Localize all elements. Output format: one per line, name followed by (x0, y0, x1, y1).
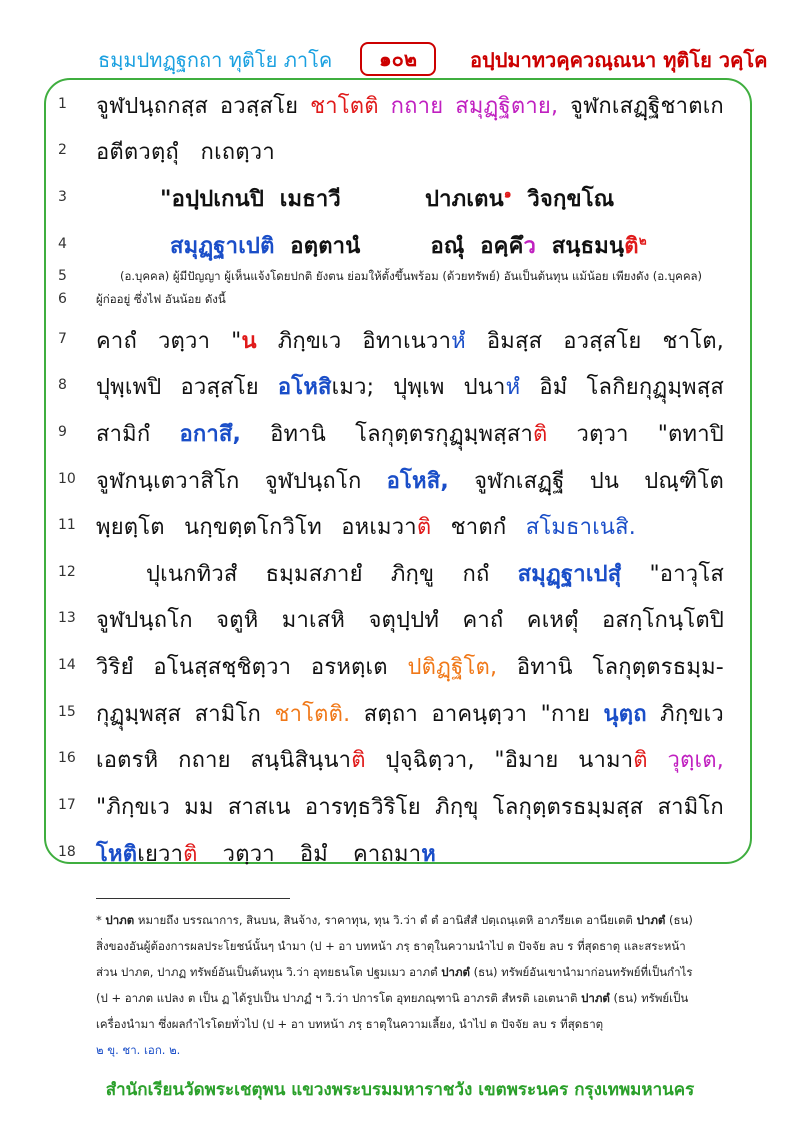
footnote-line (96, 990, 688, 1008)
chapter-title: อปฺปมาทวคฺควณฺณนา ทุติโย วคฺโค (470, 48, 768, 72)
word: อรหตฺเต (310, 655, 388, 680)
word: "อาวุโส (649, 562, 724, 587)
footnote-text: (ธน) (665, 913, 693, 927)
line-number: 8 (58, 377, 67, 393)
word: วิริยํ (96, 655, 134, 680)
word: สนฺธมนฺ (551, 234, 625, 259)
word: ภิกฺขเว (277, 329, 342, 354)
word: ติ (633, 748, 648, 773)
footnote-line: เครื่องนำมา ซึ่งผลกำไรโดยทั่วไป (ป + อา บทหน้า ภรฺ ธาตุในความเลี้ยง, นำไป ต ปัจจัย ลบ ร ที่สุดธาตุ (96, 1017, 604, 1031)
word: ห (421, 842, 436, 867)
word: ปาภเตน (424, 187, 504, 212)
line-number: 5 (58, 268, 67, 284)
word: สโมธาเนสิ. (525, 515, 636, 540)
word: ชาตกํ (450, 515, 507, 540)
word: อณุํ (430, 234, 465, 259)
term: ปาภตํ (636, 913, 666, 927)
word: ธมฺมสภายํ (265, 562, 363, 587)
line-number: 14 (58, 657, 76, 673)
text-line (96, 649, 724, 684)
word: สมุฏฺฐาเปติ (170, 234, 275, 259)
line-number: 9 (58, 424, 67, 440)
text-line (96, 323, 724, 358)
translation-line: ผู้ก่ออยู่ ซึ่งไฟ อันน้อย ดังนี้ (96, 292, 226, 306)
word: วตฺวา (157, 329, 211, 354)
word: โลกิยกุฏุมฺพสฺส (586, 375, 724, 400)
word: เอตรหิ (96, 748, 159, 773)
word: มาเสหิ (281, 608, 346, 633)
word: โลกุตฺตรธมฺม- (592, 655, 724, 680)
word: จูฬปนฺถโก (96, 608, 193, 633)
text-line (96, 602, 724, 637)
word: กุฏุมฺพสฺส (96, 702, 182, 727)
footnote-line: สิ่งของอันผู้ต้องการผลประโยชน์นั้นๆ นำมา (ป + อา บทหน้า ภรฺ ธาตุในความนำไป ต ปัจจัย ลบ ร ที่สุดธาตุ และสระหน้า (96, 939, 686, 953)
word: จูฬปนฺถกสฺส (96, 94, 209, 119)
text-line (96, 509, 636, 544)
line-number: 2 (58, 142, 67, 158)
line-number: 3 (58, 189, 67, 205)
word: โลกุตฺตรกุฏุมฺพสฺสา (355, 422, 534, 447)
word: นกฺขตฺตโกวิโท (184, 515, 322, 540)
line-number: 7 (58, 331, 67, 347)
word: สนฺนิสินฺนา (250, 748, 352, 773)
line-number: 16 (58, 750, 76, 766)
word: ภิกฺขเว (660, 702, 724, 727)
word: ปุจฺฉิตฺวา, (385, 748, 475, 773)
word: ภิกฺขู (390, 562, 435, 587)
word: ภิกฺขุ (435, 795, 479, 820)
word: สามิกํ (96, 422, 151, 447)
word: อิมํ (299, 842, 328, 867)
word: พฺยตฺโต (96, 515, 165, 540)
word: ว (523, 234, 537, 259)
word: อิมํ (539, 375, 568, 400)
footnote-marker: * (96, 913, 106, 927)
word: จตุปฺปทํ (368, 608, 440, 633)
word: ชาโตติ (310, 94, 379, 119)
word: วุตฺเต, (667, 748, 724, 773)
word: เมว; (331, 375, 375, 400)
word: จูฬกเสฏฺฐิชาตเก (570, 94, 724, 119)
word: มม (184, 795, 214, 820)
line-number: 1 (58, 96, 67, 112)
text-line (96, 742, 724, 777)
word: กถาย (390, 94, 444, 119)
text-line (96, 789, 724, 824)
word: ชาโต, (662, 329, 724, 354)
word: กเถตฺวา (200, 140, 275, 165)
word: อสกฺโกนฺโตปิ (601, 608, 724, 633)
word: โลกุตฺตรธมฺมสฺส (492, 795, 644, 820)
footnote-text: (ธน) ทรัพย์เป็น (609, 991, 689, 1005)
word: อหเมวา (341, 515, 417, 540)
footnote-text: (ป + อาภต แปลง ต เป็น ฏ ได้รูปเป็น ปาภฏํ ฯ วิ.ว่า ปการโต อุทยภณฺฑานิ อาภรติ สํหรติ เอเตนาติ (96, 991, 582, 1005)
footnote-text: ส่วน ปาภต, ปาภฏ ทรัพย์อันเป็นต้นทุน วิ.ว่า อุทยธนโต ปฐมเมว อาภตํ (96, 965, 442, 979)
line-number: 4 (58, 236, 67, 252)
word: "อปฺปเกนปิ (160, 187, 265, 212)
word: ติ (416, 515, 432, 540)
word: ปนา (463, 375, 506, 400)
word: " (231, 329, 242, 354)
text-line (96, 369, 724, 404)
footnote-divider (96, 898, 290, 899)
word: น (241, 329, 257, 354)
text-line (96, 134, 724, 169)
text-line (146, 556, 724, 591)
word: ติ (351, 748, 366, 773)
line-number: 11 (58, 517, 76, 533)
word: "กาย (540, 702, 591, 727)
word: โหติ (96, 842, 138, 867)
footnote-text: (ธน) ทรัพย์อันเขานำมาก่อนทรัพย์ที่เป็นกำไร (470, 965, 693, 979)
word: ติ (183, 842, 198, 867)
word: นุตฺถ (603, 702, 647, 727)
line-number: 15 (58, 704, 76, 720)
word: ปุเนกทิวสํ (146, 562, 238, 587)
translation-line: (อ.บุคคล) ผู้มีปัญญา ผู้เห็นแจ้งโดยปกติ ยังตน ย่อมให้ตั้งขึ้นพร้อม (ด้วยทรัพย์) อันเป็นต้นทุน แม้น้อย เพียงดัง (อ.บุคคล) (120, 269, 703, 283)
line-number: 12 (58, 564, 76, 580)
word: จูฬปนฺถโก (264, 469, 362, 494)
word: อาคนฺตฺวา (431, 702, 528, 727)
word: ปติฏฺฐิโต, (407, 655, 498, 680)
word: เมธาวี (279, 187, 341, 212)
word: ปุพฺเพ (393, 375, 445, 400)
page-number: ๑๐๒ (360, 42, 436, 76)
word: คเหตุํ (526, 608, 579, 633)
word: อารทฺธวิริโย (304, 795, 421, 820)
word: สมุฏฺฐิตาย, (455, 94, 559, 119)
word: หํ (505, 375, 521, 400)
word: อคฺคึ (480, 234, 524, 259)
footnote-reference: ๒ ขุ. ชา. เอก. ๒. (96, 1043, 181, 1057)
word: อโหสิ, (386, 469, 449, 494)
word: กถาย (178, 748, 231, 773)
page-header (0, 42, 800, 82)
term: ปาภต (105, 913, 135, 927)
word: สาสเน (227, 795, 291, 820)
word: ติ (533, 422, 548, 447)
verse-line (170, 228, 700, 263)
word: เยวา (137, 842, 184, 867)
word: สามิโก (657, 795, 724, 820)
word: "อิมาย (494, 748, 559, 773)
word: อโหสิ (277, 375, 332, 400)
verse-line (160, 181, 700, 216)
word: นามา (578, 748, 634, 773)
text-line (96, 463, 724, 498)
word: คาถมา (353, 842, 422, 867)
footnote-line (96, 964, 693, 982)
word: ติ (624, 234, 639, 259)
word: คาถํ (462, 608, 504, 633)
line-number: 13 (58, 610, 76, 626)
footnote-line (96, 912, 693, 930)
line-number: 6 (58, 291, 67, 307)
word: อิทาเนวา (362, 329, 452, 354)
word: วิจกฺขโณ (527, 187, 615, 212)
line-number: 17 (58, 797, 76, 813)
term: ปาภตํ (581, 991, 610, 1005)
word: จูฬกนฺเตวาสิโก (96, 469, 240, 494)
word: สามิโก (194, 702, 262, 727)
word: อิมสฺส (486, 329, 543, 354)
footnote-text: หมายถึง บรรณาการ, สินบน, สินจ้าง, ราคาทุน, ทุน วิ.ว่า ตํ ตํ อานิสํสํ ปตฺเถนฺเตหิ อาภรียเต อานียเตติ (134, 913, 637, 927)
word: "ตทาปิ (657, 422, 724, 447)
word: อตีตวตฺถุํ (96, 140, 179, 165)
word: อกาสึ, (179, 422, 242, 447)
word: อตฺตานํ (290, 234, 361, 259)
word: กถํ (462, 562, 490, 587)
text-line (96, 88, 724, 123)
word: จูฬกเสฏฺฐี (474, 469, 565, 494)
word: ปณฺฑิโต (644, 469, 724, 494)
word: อิทานิ (516, 655, 573, 680)
word: "ภิกฺขเว (96, 795, 171, 820)
page-footer: สำนักเรียนวัดพระเชตุพน แขวงพระบรมมหาราชวัง เขตพระนคร กรุงเทพมหานคร (105, 1080, 695, 1100)
word: อวสฺสโย (563, 329, 642, 354)
footnote-marker: ๑ (503, 186, 512, 201)
word: อวสฺสโย (219, 94, 299, 119)
word: สมุฏฺฐาเปสุํ (517, 562, 622, 587)
word: หํ (451, 329, 466, 354)
text-line (96, 836, 436, 871)
text-line (96, 696, 724, 731)
word: วตฺวา (222, 842, 275, 867)
word: ปุพฺเพปิ (96, 375, 162, 400)
word: คาถํ (96, 329, 137, 354)
line-number: 10 (58, 471, 76, 487)
word: สตฺถา (363, 702, 418, 727)
line-number: 18 (58, 844, 76, 860)
word: ชาโตติ. (274, 702, 351, 727)
footnote-marker: ๒ (638, 233, 647, 248)
word: ปน (589, 469, 620, 494)
word: อวสฺสโย (180, 375, 259, 400)
book-title: ธมฺมปทฏฺฐกถา ทุติโย ภาโค (98, 48, 333, 72)
word: วตฺวา (576, 422, 629, 447)
term: ปาภตํ (441, 965, 471, 979)
text-line (96, 416, 724, 451)
word: อิทานิ (270, 422, 327, 447)
word: อโนสฺสชฺชิตฺวา (153, 655, 292, 680)
word: จตูหิ (216, 608, 259, 633)
